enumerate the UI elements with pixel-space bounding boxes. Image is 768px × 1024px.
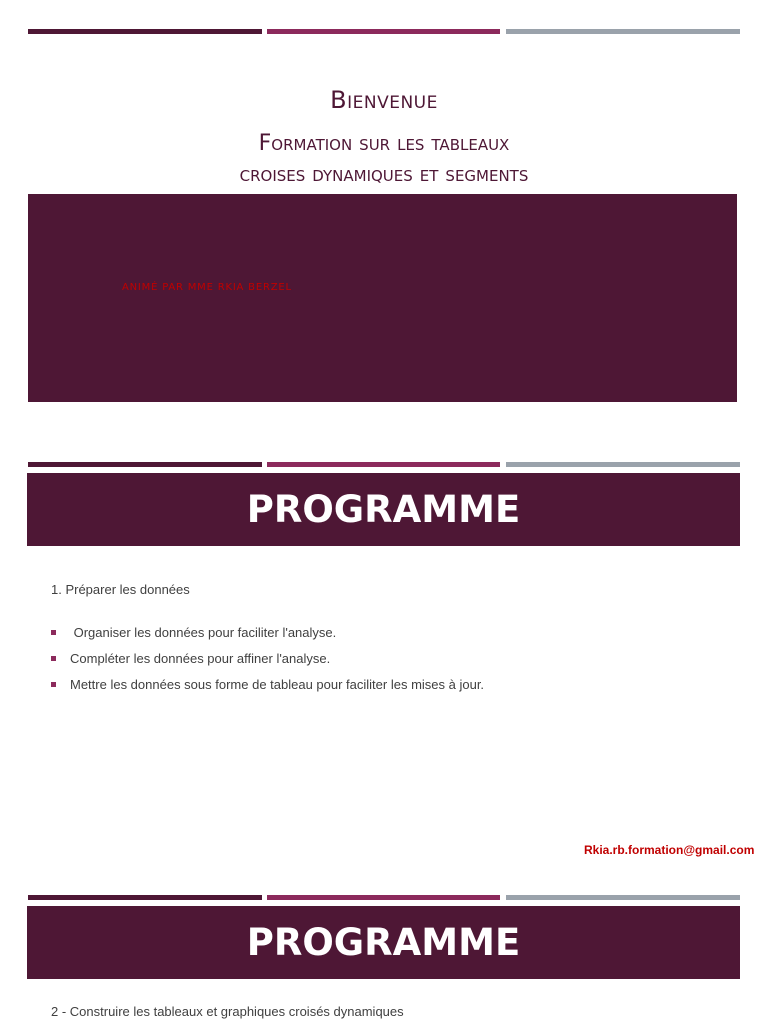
accent-bar-magenta bbox=[267, 895, 500, 900]
list-item: Mettre les données sous forme de tableau pour faciliter les mises à jour. bbox=[51, 678, 484, 704]
accent-bar-gray bbox=[506, 895, 740, 900]
accent-bar-plum bbox=[28, 29, 262, 34]
accent-bars-slide2 bbox=[28, 462, 740, 467]
programme-banner: PROGRAMME bbox=[27, 473, 740, 546]
accent-bar-gray bbox=[506, 29, 740, 34]
accent-bars-top bbox=[28, 29, 740, 34]
bullet-square-icon bbox=[51, 630, 56, 635]
accent-bar-plum bbox=[28, 895, 262, 900]
slide-title: Bienvenue bbox=[330, 86, 438, 114]
list-item: Organiser les données pour faciliter l'analyse. bbox=[51, 626, 484, 652]
subtitle-line-1: Formation sur les tableaux bbox=[258, 131, 510, 156]
email-link[interactable]: Rkia.rb.formation@gmail.com bbox=[584, 843, 755, 857]
accent-bar-magenta bbox=[267, 29, 500, 34]
accent-bars-slide3 bbox=[28, 895, 740, 900]
accent-bar-gray bbox=[506, 462, 740, 467]
section-heading-2: 2 - Construire les tableaux et graphiques croisés dynamiques bbox=[51, 1004, 404, 1019]
presenter-label: ANIMÉ PAR MME RKIA BERZEL bbox=[122, 282, 292, 293]
bullet-square-icon bbox=[51, 656, 56, 661]
programme-banner-2: PROGRAMME bbox=[27, 906, 740, 979]
accent-bar-magenta bbox=[267, 462, 500, 467]
accent-bar-plum bbox=[28, 462, 262, 467]
bullet-list bbox=[51, 626, 484, 704]
section-heading-1: 1. Préparer les données bbox=[51, 582, 190, 597]
hero-panel bbox=[28, 194, 737, 402]
slide-subtitle bbox=[0, 128, 768, 190]
list-item: Compléter les données pour affiner l'analyse. bbox=[51, 652, 484, 678]
bullet-square-icon bbox=[51, 682, 56, 687]
subtitle-line-2: croises dynamiques et segments bbox=[239, 162, 529, 187]
